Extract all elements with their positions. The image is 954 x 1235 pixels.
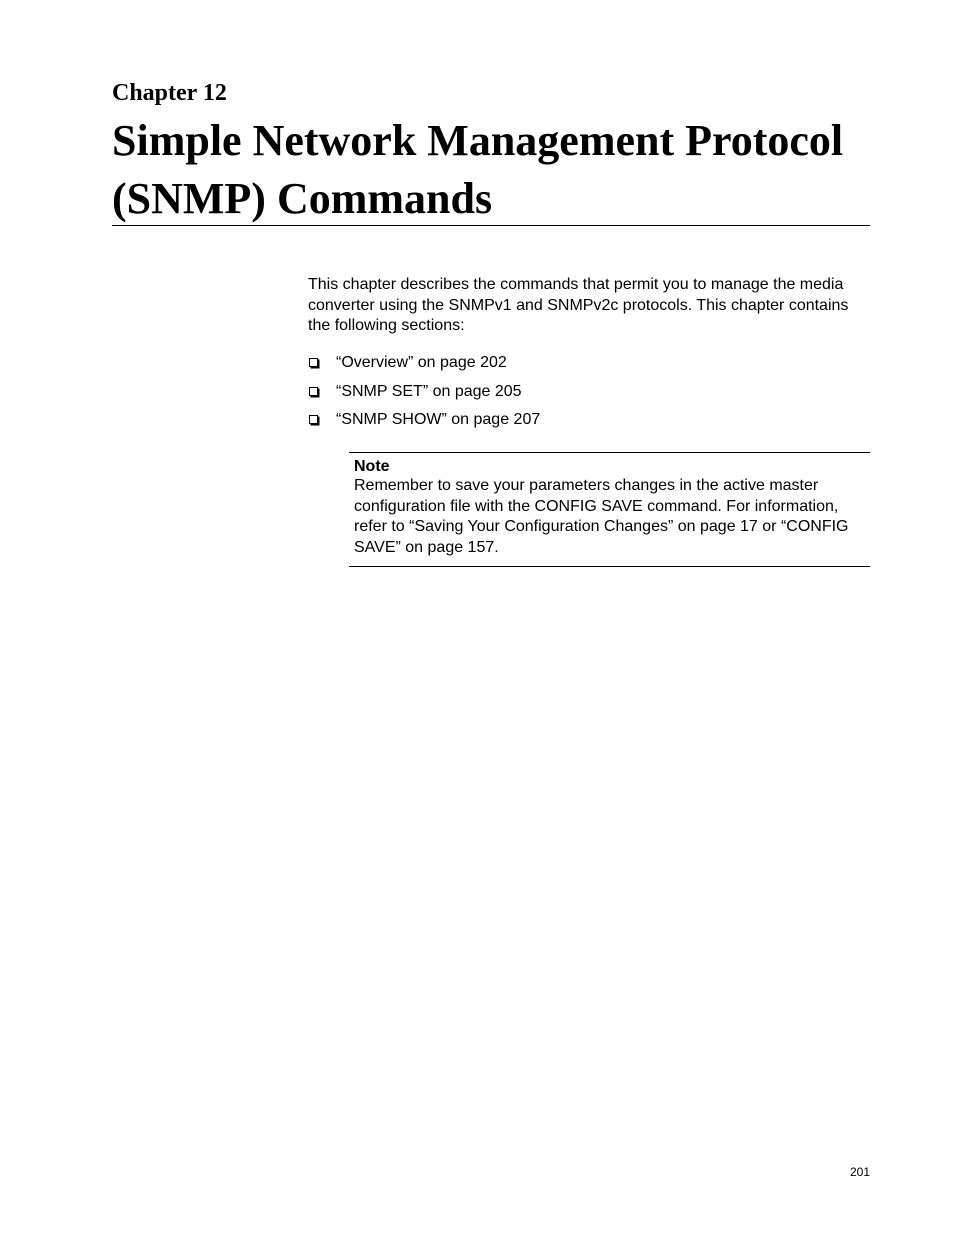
section-list bbox=[308, 352, 868, 438]
note-heading: Note bbox=[354, 458, 390, 475]
title-divider bbox=[112, 225, 870, 226]
checkbox-bullet-icon bbox=[309, 358, 318, 367]
note-box bbox=[349, 452, 870, 567]
checkbox-bullet-icon bbox=[309, 415, 318, 424]
chapter-label: Chapter 12 bbox=[112, 80, 227, 106]
chapter-title: Simple Network Management Protocol (SNMP) Commands bbox=[112, 116, 844, 223]
intro-paragraph: This chapter describes the commands that permit you to manage the media converter using the SNMPv1 and SNMPv2c protocols. This chapter contains the following sections: bbox=[308, 276, 849, 334]
section-link-text: “Overview” on page 202 bbox=[336, 354, 507, 371]
section-link-snmp-show[interactable] bbox=[308, 409, 868, 438]
section-link-snmp-set[interactable] bbox=[308, 381, 868, 410]
section-link-text: “SNMP SHOW” on page 207 bbox=[336, 411, 541, 428]
section-link-overview[interactable] bbox=[308, 352, 868, 381]
section-link-text: “SNMP SET” on page 205 bbox=[336, 382, 522, 400]
checkbox-bullet-icon bbox=[309, 387, 318, 396]
page-number: 201 bbox=[849, 1165, 870, 1179]
note-body: Remember to save your parameters changes in the active master configuration file with the CONFIG SAVE command. For information, refer to “Saving Your Configuration Changes” on page 17 or “CONFIG SAVE” on page 157. bbox=[354, 477, 849, 556]
